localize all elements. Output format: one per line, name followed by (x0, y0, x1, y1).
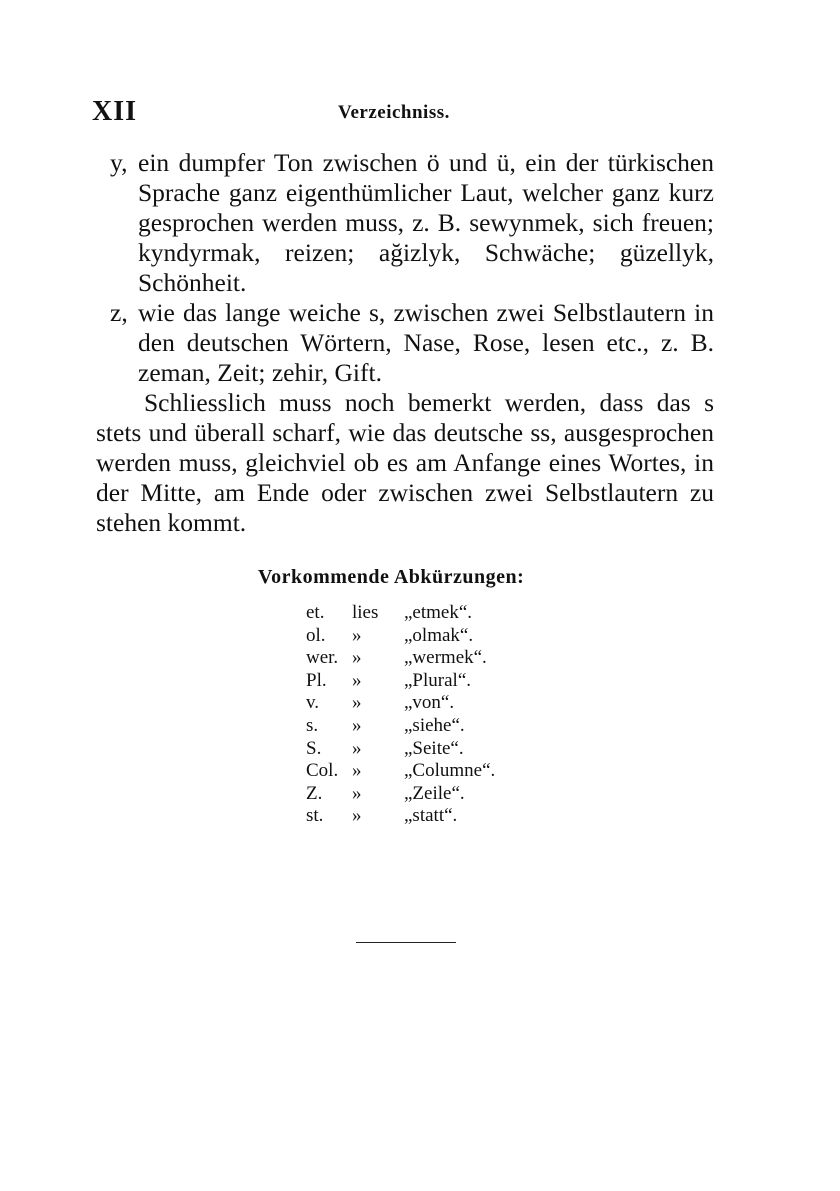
page-number: XII (92, 96, 138, 127)
ditto-cell: » (352, 805, 362, 827)
meaning-cell: „Columne“. (404, 760, 496, 782)
meaning-cell: „wermek“. (404, 647, 487, 669)
table-row (300, 670, 495, 693)
abbr-cell: wer. (306, 647, 339, 669)
table-row (300, 625, 495, 648)
table-row (300, 715, 495, 738)
abbr-cell: Pl. (306, 669, 327, 691)
abbreviations-table (300, 602, 495, 828)
table-row (300, 738, 495, 761)
running-title: Verzeichniss. (338, 102, 450, 123)
entry-letter: z, (110, 298, 128, 327)
ditto-cell: » (352, 647, 362, 669)
entry-y (96, 148, 714, 298)
ditto-cell: » (352, 760, 362, 782)
table-row (300, 692, 495, 715)
end-rule (356, 942, 456, 943)
meaning-cell: „statt“. (404, 805, 458, 827)
meaning-cell: „Seite“. (404, 737, 464, 759)
meaning-cell: „Plural“. (404, 669, 472, 691)
meaning-cell: „Zeile“. (404, 782, 465, 804)
ditto-cell: » (352, 782, 362, 804)
meaning-cell: „siehe“. (404, 714, 465, 736)
page-header (92, 96, 712, 130)
abbr-cell: Z. (306, 782, 323, 804)
ditto-cell: » (352, 714, 362, 736)
table-row (300, 760, 495, 783)
meaning-cell: „etmek“. (404, 602, 473, 623)
abbr-cell: Col. (306, 760, 339, 782)
entry-letter: y, (110, 148, 128, 177)
ditto-cell: » (352, 692, 362, 714)
abbr-cell: st. (306, 805, 324, 827)
meaning-cell: „olmak“. (404, 624, 474, 646)
entry-z (96, 298, 714, 388)
body-text (96, 148, 714, 538)
abbr-cell: v. (306, 692, 320, 714)
ditto-cell: » (352, 737, 362, 759)
verb-cell: lies (352, 602, 379, 623)
table-row (300, 783, 495, 806)
entry-text: wie das lange weiche s, zwischen zwei Selbstlautern in den deutschen Wörtern, Nase, Rose, lesen etc., z. B. zeman, Zeit; zehir, Gift. (138, 298, 714, 387)
ditto-cell: » (352, 624, 362, 646)
entry-text: ein dumpfer Ton zwischen ö und ü, ein der türkischen Sprache ganz eigenthümlicher Laut, welcher ganz kurz gesprochen werden muss, z. B. sewynmek, sich freuen; kyndyrmak, reizen; ağizlyk, Schwäche; güzellyk, Schönheit. (138, 148, 714, 297)
abbr-cell: ol. (306, 624, 326, 646)
table-row (300, 602, 495, 625)
meaning-cell: „von“. (404, 692, 455, 714)
table-row (300, 647, 495, 670)
abbr-cell: et. (306, 602, 325, 623)
abbr-cell: S. (306, 737, 322, 759)
ditto-cell: » (352, 669, 362, 691)
closing-paragraph: Schliesslich muss noch bemerkt werden, dass das s stets und überall scharf, wie das deutsche ss, ausgesprochen werden muss, gleichviel ob es am Anfange eines Wortes, in der Mitte, am Ende oder zwischen zwei Selbstlautern zu stehen kommt. (96, 388, 714, 537)
table-row (300, 805, 495, 828)
abbr-cell: s. (306, 714, 319, 736)
abbreviations-heading: Vorkommende Abkürzungen: (258, 566, 525, 588)
